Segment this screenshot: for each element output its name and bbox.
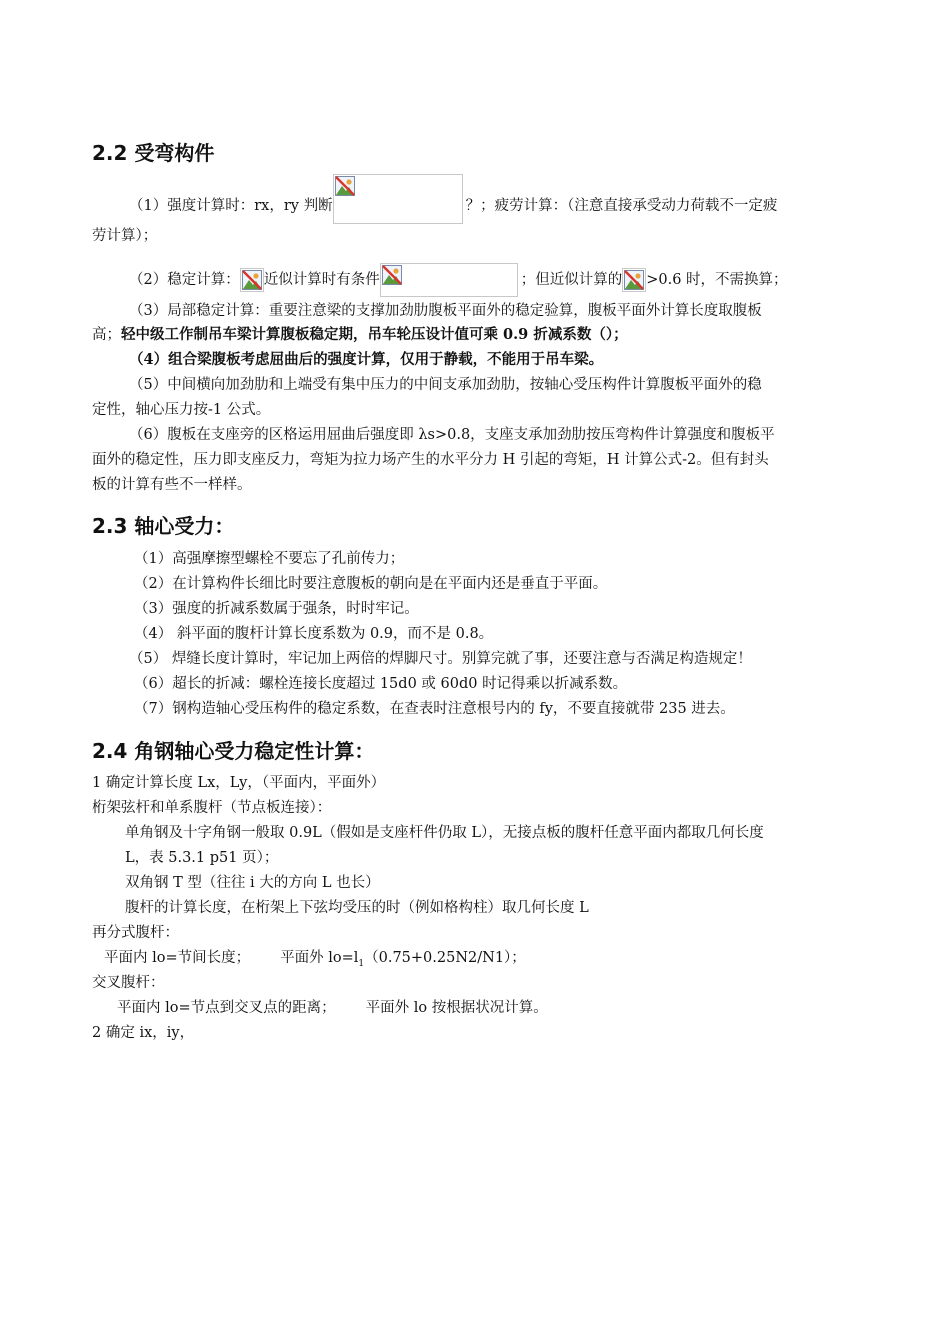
broken-image-icon: [335, 176, 355, 196]
text: >0.6 时，不需换算；: [646, 272, 788, 288]
section-heading-2-3: 2.3 轴心受力：: [92, 514, 235, 538]
text: （1）强度计算时：rx，ry 判断: [129, 198, 333, 214]
broken-image-placeholder: [333, 174, 463, 224]
para-2-2-5-line-2: 定性，轴心压力按-1 公式。: [92, 402, 271, 418]
section-heading-2-4: 2.4 角钢轴心受力稳定性计算：: [92, 739, 375, 763]
text-line: 1 确定计算长度 Lx，Ly，（平面内，平面外）: [92, 775, 386, 791]
broken-image-placeholder: [240, 268, 264, 292]
para-2-2-6-line-1: （6）腹板在支座旁的区格运用屈曲后强度即 λs>0.8，支座支承加劲肋按压弯构件计算强度和腹板平: [129, 427, 775, 443]
text: 平面外 lo=l: [280, 950, 359, 966]
list-item: （5） 焊缝长度计算时，牢记加上两倍的焊脚尺寸。别算完就了事，还要注意与否满足构造规定！: [129, 651, 752, 667]
subscript: 1: [358, 958, 365, 969]
broken-image-icon: [242, 270, 262, 290]
list-item: （3）强度的折减系数属于强条，时时牢记。: [134, 601, 419, 617]
text-line: 再分式腹杆：: [92, 925, 179, 941]
text: ？；疲劳计算：（注意直接承受动力荷载不一定疲: [465, 198, 778, 214]
text: （2）稳定计算：: [129, 272, 240, 288]
text: 平面内 lo=节点到交叉点的距离；: [117, 1000, 336, 1016]
text: 高；: [92, 327, 121, 343]
para-2-2-3-line-2: [92, 325, 628, 345]
list-item: （6）超长的折减：螺栓连接长度超过 15d0 或 60d0 时记得乘以折减系数。: [134, 676, 628, 692]
text-line: 腹杆的计算长度，在桁架上下弦均受压的时（例如格构柱）取几何长度 L: [125, 900, 589, 916]
para-2-2-6-line-2: 面外的稳定性，压力即支座反力，弯矩为拉力场产生的水平分力 H 引起的弯矩，H 计算公式-2。但有封头: [92, 452, 769, 468]
broken-image-icon: [382, 265, 402, 285]
text: （0.75+0.25N2/N1）；: [364, 950, 526, 966]
list-item: （1）高强摩擦型螺栓不要忘了孔前传力；: [134, 551, 405, 567]
text-bold: 轻中级工作制吊车梁计算腹板稳定期，吊车轮压设计值可乘 0.9 折减系数（）；: [121, 326, 628, 343]
list-item: （7）钢构造轴心受压构件的稳定系数，在查表时注意根号内的 fy，不要直接就带 235 进去。: [134, 701, 735, 717]
text-line: 桁架弦杆和单系腹杆（节点板连接）：: [92, 800, 332, 816]
text-line: [104, 948, 526, 974]
text-line: 双角钢 T 型（往往 i 大的方向 L 也长）: [125, 875, 380, 891]
list-item: （4） 斜平面的腹杆计算长度系数为 0.9，而不是 0.8。: [134, 626, 494, 642]
para-2-2-1-line-2: 劳计算）；: [92, 228, 158, 244]
broken-image-placeholder: [380, 263, 518, 297]
text-line: 单角钢及十字角钢一般取 0.9L（假如是支座杆件仍取 L），无接点板的腹杆任意平面内都取几何长度: [125, 825, 764, 841]
para-2-2-3-line-1: （3）局部稳定计算：重要注意梁的支撑加劲肋腹板平面外的稳定验算，腹板平面外计算长度取腹板: [129, 303, 762, 319]
list-item: （2）在计算构件长细比时要注意腹板的朝向是在平面内还是垂直于平面。: [134, 576, 608, 592]
para-2-2-6-line-3: 板的计算有些不一样样。: [92, 477, 252, 493]
broken-image-placeholder: [622, 268, 646, 292]
text: ；但近似计算的: [520, 272, 623, 288]
text: 平面内 lo=节间长度；: [104, 950, 251, 966]
para-2-2-5-line-1: （5）中间横向加劲肋和上端受有集中压力的中间支承加劲肋，按轴心受压构件计算腹板平面外的稳: [129, 377, 762, 393]
section-heading-2-2: 2.2 受弯构件: [92, 141, 215, 165]
para-2-2-2: [129, 263, 788, 297]
text-line: 交叉腹杆：: [92, 975, 165, 991]
para-2-2-1-line-1: [129, 188, 777, 224]
para-2-2-4: （4）组合梁腹板考虑屈曲后的强度计算，仅用于静载，不能用于吊车梁。: [129, 351, 604, 368]
broken-image-icon: [624, 270, 644, 290]
text-line: 2 确定 ix，iy，: [92, 1025, 195, 1041]
text: 平面外 lo 按根据状况计算。: [365, 1000, 548, 1016]
text: 近似计算时有条件: [263, 272, 380, 288]
text-line: [117, 998, 548, 1018]
text-line: L，表 5.3.1 p51 页）；: [125, 850, 279, 866]
